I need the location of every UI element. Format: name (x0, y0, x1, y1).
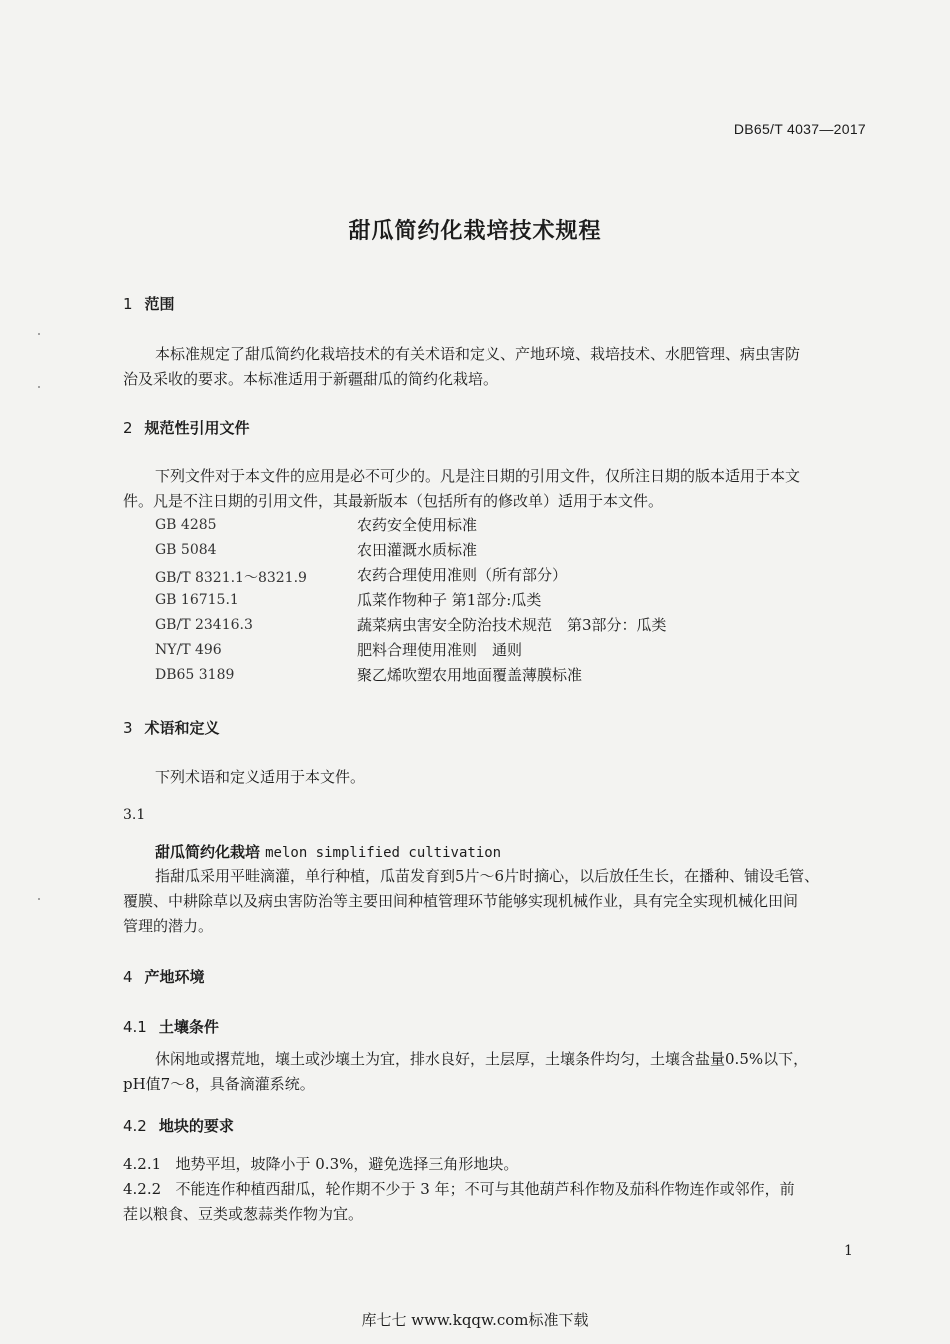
reference-code: GB 5084 (155, 542, 217, 558)
term-entry (155, 841, 501, 862)
section-title: 地块的要求 (158, 1117, 234, 1135)
clause-number: 4.2.1 (123, 1155, 162, 1173)
section-number: 4.2 (123, 1117, 147, 1135)
reference-title: 聚乙烯吹塑农用地面覆盖薄膜标准 (357, 666, 583, 684)
clause-text: 地势平坦，坡降小于 0.3%，避免选择三角形地块。 (175, 1155, 519, 1173)
paragraph-line: 件。凡是不注日期的引用文件，其最新版本（包括所有的修改单）适用于本文件。 (123, 492, 664, 510)
paragraph-line: 下列术语和定义适用于本文件。 (155, 768, 366, 786)
scan-speck (38, 386, 40, 388)
section-number: 3 (123, 719, 133, 737)
reference-title: 蔬菜病虫害安全防治技术规范 第3部分：瓜类 (357, 616, 667, 634)
section-2-heading (123, 417, 250, 438)
paragraph-line: 本标准规定了甜瓜简约化栽培技术的有关术语和定义、产地环境、栽培技术、水肥管理、病虫害防 (155, 345, 801, 363)
reference-code: NY/T 496 (155, 642, 222, 658)
scan-speck (38, 898, 40, 900)
reference-title: 瓜菜作物种子 第1部分:瓜类 (357, 591, 542, 609)
subsection-number: 3.1 (123, 807, 146, 823)
paragraph-line: 指甜瓜采用平畦滴灌，单行种植，瓜苗发育到5片～6片时摘心，以后放任生长，在播种、铺设毛管、 (155, 867, 820, 885)
scan-speck (38, 333, 40, 335)
section-title: 土壤条件 (158, 1018, 219, 1036)
reference-title: 农田灌溉水质标准 (357, 541, 478, 559)
section-number: 4.1 (123, 1018, 147, 1036)
paragraph-line: 下列文件对于本文件的应用是必不可少的。凡是注日期的引用文件，仅所注日期的版本适用于本文 (155, 467, 801, 485)
reference-code: GB 16715.1 (155, 592, 239, 608)
term-chinese: 甜瓜简约化栽培 (155, 843, 261, 861)
section-4-heading (123, 966, 205, 987)
clause-text: 不能连作种植西甜瓜，轮作期不少于 3 年；不可与其他葫芦科作物及茄科作物连作或邻作，前 (175, 1180, 795, 1198)
section-title: 规范性引用文件 (144, 419, 250, 437)
section-1-heading (123, 293, 175, 314)
section-number: 2 (123, 419, 133, 437)
section-3-heading (123, 717, 220, 738)
clause-4-2-1 (123, 1152, 518, 1177)
clause-number: 4.2.2 (123, 1180, 162, 1198)
paragraph-line: 茬以粮食、豆类或葱蒜类作物为宜。 (123, 1205, 364, 1223)
section-title: 范围 (144, 295, 175, 313)
paragraph-line: 治及采收的要求。本标准适用于新疆甜瓜的简约化栽培。 (123, 370, 499, 388)
section-number: 1 (123, 295, 133, 313)
document-title: 甜瓜简约化栽培技术规程 (348, 219, 602, 244)
paragraph-line: 覆膜、中耕除草以及病虫害防治等主要田间种植管理环节能够实现机械作业，具有完全实现机械化田间 (123, 892, 799, 910)
subsection-4-1-heading (123, 1016, 219, 1037)
section-number: 4 (123, 968, 133, 986)
paragraph-line: pH值7～8，具备滴灌系统。 (123, 1075, 315, 1093)
reference-title: 肥料合理使用准则 通则 (357, 641, 523, 659)
page-number: 1 (844, 1243, 853, 1259)
reference-title: 农药合理使用准则（所有部分） (357, 566, 568, 584)
subsection-4-2-heading (123, 1115, 234, 1136)
standard-code: DB65/T 4037—2017 (733, 121, 866, 137)
reference-code: GB 4285 (155, 517, 217, 533)
reference-title: 农药安全使用标准 (357, 516, 478, 534)
paragraph-line: 休闲地或撂荒地，壤土或沙壤土为宜，排水良好，土层厚，土壤条件均匀，土壤含盐量0.5%以下， (155, 1050, 809, 1068)
watermark-footer: 库七七 www.kqqw.com标准下载 (361, 1311, 589, 1329)
term-english: melon simplified cultivation (265, 845, 502, 861)
section-title: 产地环境 (144, 968, 205, 986)
section-title: 术语和定义 (144, 719, 220, 737)
paragraph-line: 管理的潜力。 (123, 917, 214, 935)
reference-code: GB/T 23416.3 (155, 617, 253, 633)
clause-4-2-2 (123, 1177, 795, 1202)
reference-code: GB/T 8321.1～8321.9 (155, 570, 307, 586)
reference-code: DB65 3189 (155, 667, 235, 683)
